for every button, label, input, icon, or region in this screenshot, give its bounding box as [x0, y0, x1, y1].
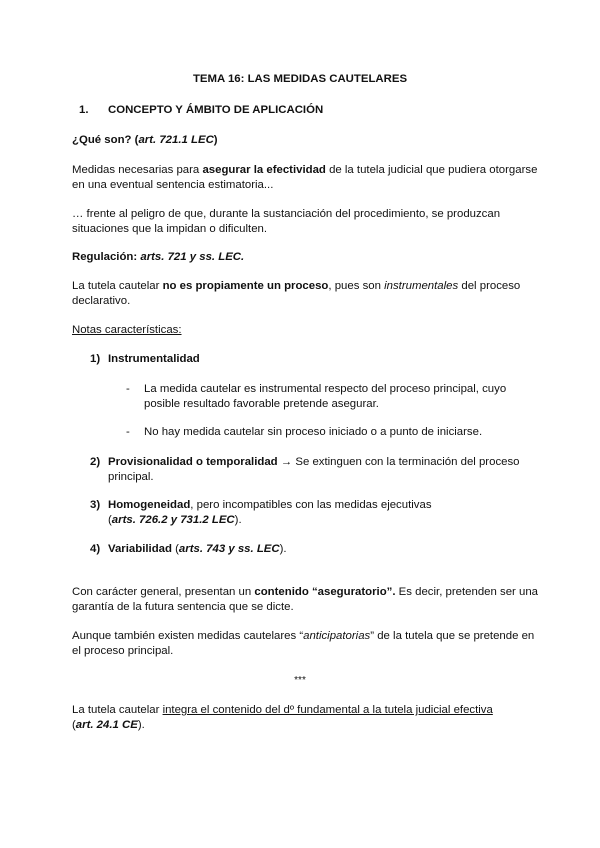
p3-text-b: , pues son — [328, 280, 385, 292]
paragraph-2-line-1: … frente al peligro de que, durante la sustanciación del procedimiento, se produzcan — [72, 208, 501, 220]
p3-bold: no es propiamente un proceso — [162, 280, 329, 292]
list-item-ref: arts. 726.2 y 731.2 LEC — [111, 514, 235, 526]
bullet-text-line-1: No hay medida cautelar sin proceso iniciado o a punto de iniciarse. — [144, 426, 483, 438]
p3-text-a: La tutela cautelar — [72, 280, 163, 292]
p6-open: ( — [72, 719, 76, 731]
page-title: TEMA 16: LAS MEDIDAS CAUTELARES — [192, 73, 408, 85]
notas-heading: Notas características: — [72, 324, 182, 336]
p6-underline: integra el contenido del dº fundamental a la tutela judicial efectiva — [162, 704, 493, 716]
paragraph-6-line-2 — [72, 717, 145, 733]
separator: *** — [294, 675, 306, 686]
p1-text-b: de la tutela judicial que pudiera otorgarse — [325, 164, 538, 176]
paragraph-1-line-2: en una eventual sentencia estimatoria... — [72, 179, 274, 191]
list-item-label: Homogeneidad — [108, 499, 191, 511]
p4-text-a: Con carácter general, presentan un — [72, 586, 255, 598]
list-item-label: Provisionalidad o temporalidad — [108, 456, 278, 468]
p6-ref: art. 24.1 CE — [75, 719, 138, 731]
list-item-line-2 — [108, 512, 242, 528]
list-item-close: ). — [234, 514, 242, 526]
list-item-ref: arts. 743 y ss. LEC — [178, 543, 280, 555]
list-item-number: 1) — [90, 353, 101, 365]
p5-text-a: Aunque también existen medidas cautelares “ — [72, 630, 304, 642]
paragraph-5-line-2: el proceso principal. — [72, 645, 174, 657]
list-item-open: ( — [108, 514, 112, 526]
list-item-label: Instrumentalidad — [108, 353, 200, 365]
list-item-number: 3) — [90, 499, 101, 511]
section-heading: CONCEPTO Y ÁMBITO DE APLICACIÓN — [108, 104, 324, 116]
que-son-ref: art. 721.1 LEC — [138, 134, 214, 146]
p3-italic: instrumentales — [384, 280, 459, 292]
p4-bold: contenido “aseguratorio”. — [254, 586, 396, 598]
p5-italic: anticipatorias — [303, 630, 371, 642]
list-item-open: ( — [171, 543, 179, 555]
regulacion-ref: arts. 721 y ss. LEC. — [140, 251, 245, 263]
regulacion-label: Regulación: — [72, 251, 141, 263]
regulacion-heading — [72, 249, 244, 265]
list-item-line-1 — [108, 541, 287, 557]
paragraph-2-line-2: situaciones que la impidan o dificulten. — [72, 223, 268, 235]
section-number: 1. — [79, 104, 89, 116]
paragraph-4-line-1 — [72, 584, 538, 600]
list-item-number: 2) — [90, 456, 101, 468]
list-item-line-1 — [108, 497, 432, 513]
p6-text-a: La tutela cautelar — [72, 704, 163, 716]
p5-text-b: ” de la tutela que se pretende en — [370, 630, 535, 642]
paragraph-1-line-1 — [72, 162, 537, 178]
paragraph-4-line-2: garantía de la futura sentencia que se dicte. — [72, 601, 294, 613]
list-item-close: ). — [279, 543, 287, 555]
list-item-rest: → Se extinguen con la terminación del proceso — [277, 456, 520, 468]
p4-text-b: Es decir, pretenden ser una — [395, 586, 538, 598]
que-son-label: ¿Qué son? ( — [72, 134, 139, 146]
paragraph-5-line-1 — [72, 628, 534, 644]
list-item-label: Variabilidad — [108, 543, 172, 555]
bullet-text-line-1: La medida cautelar es instrumental respecto del proceso principal, cuyo — [144, 383, 507, 395]
paragraph-3-line-2: declarativo. — [72, 295, 131, 307]
list-item-line-1 — [108, 454, 520, 470]
list-item-number: 4) — [90, 543, 101, 555]
paragraph-6-line-1 — [72, 702, 493, 718]
paragraph-3-line-1 — [72, 278, 520, 294]
bullet-text-line-2: posible resultado favorable pretende asegurar. — [144, 398, 379, 410]
list-item-line-2: principal. — [108, 471, 154, 483]
list-item-rest: , pero incompatibles con las medidas ejecutivas — [190, 499, 432, 511]
p6-close: ). — [137, 719, 145, 731]
p3-text-c: del proceso — [458, 280, 521, 292]
bullet-dash: - — [126, 383, 130, 395]
p1-text-a: Medidas necesarias para — [72, 164, 203, 176]
que-son-heading — [72, 132, 218, 148]
que-son-close: ) — [213, 134, 218, 146]
p1-bold: asegurar la efectividad — [202, 164, 326, 176]
bullet-dash: - — [126, 426, 130, 438]
